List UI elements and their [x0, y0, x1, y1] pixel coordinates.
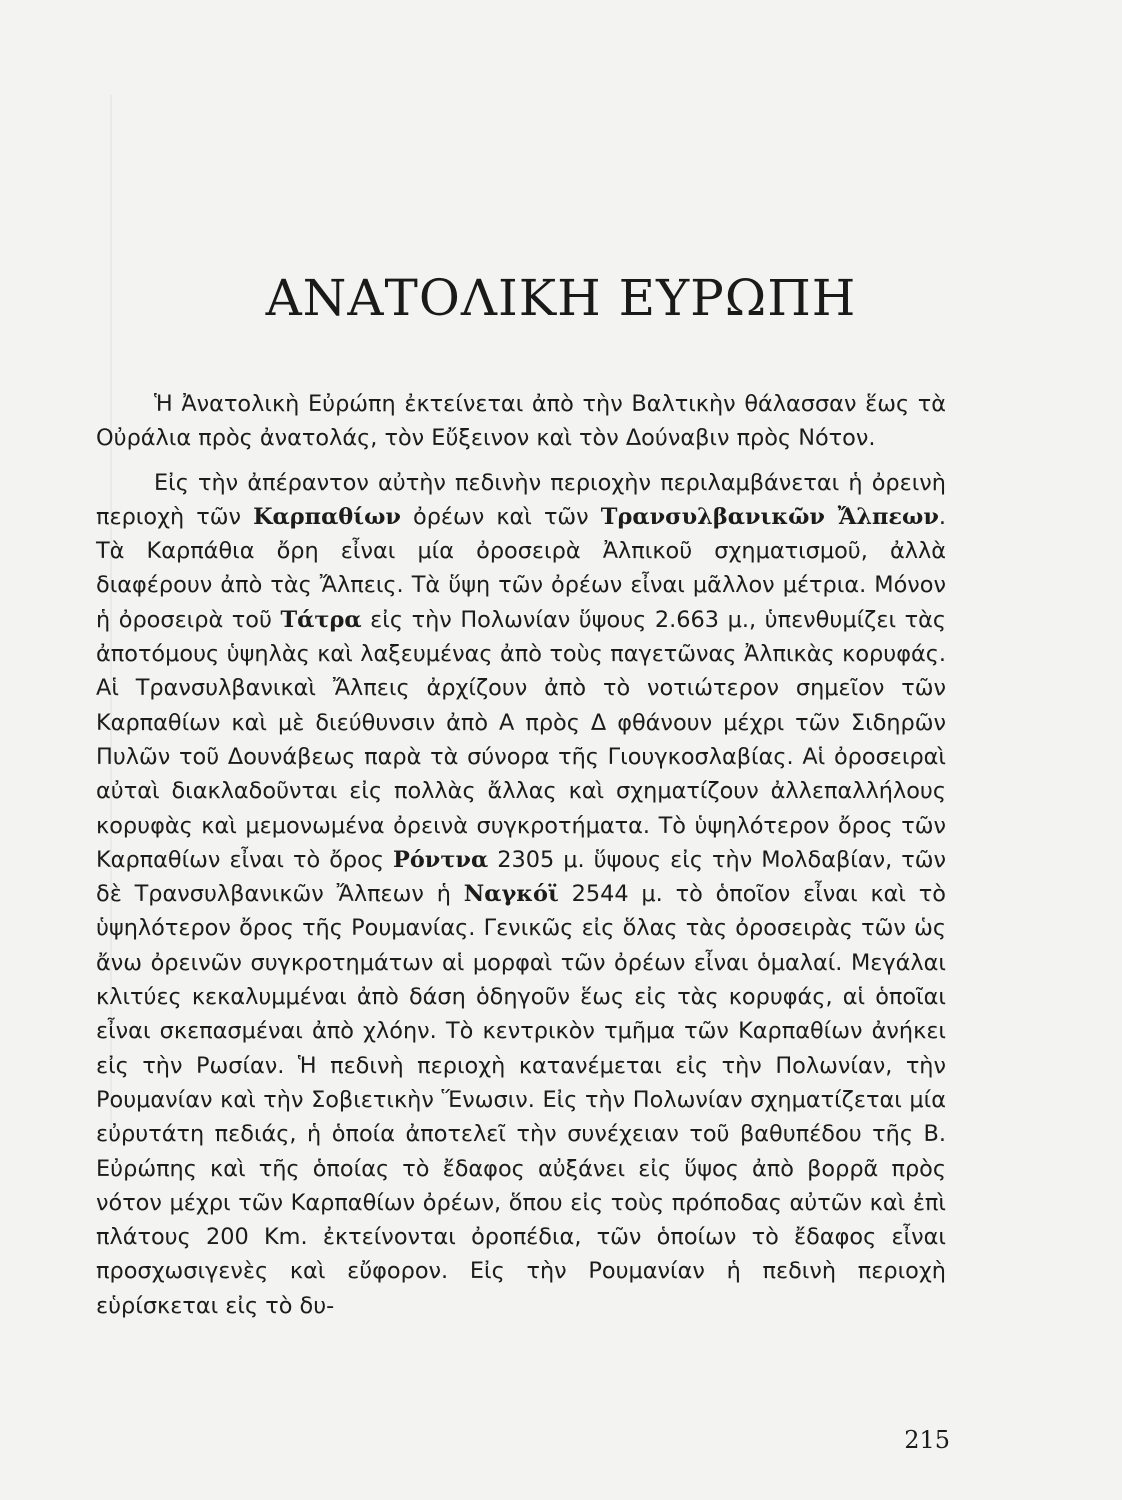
- paragraph: [96, 466, 946, 1323]
- text-segment: Ἡ Ἀνατολικὴ Εὐρώπη ἐκτείνεται ἀπὸ τὴν Βαλτικὴν θάλασσαν ἕως τὰ Οὐράλια πρὸς ἀνατολάς, τὸν Εὔξεινον καὶ τὸν Δούναβιν πρὸς Νότον.: [96, 391, 946, 452]
- bold-term: Τρανσυλβανικῶν Ἄλπεων: [600, 503, 939, 530]
- page-number: 215: [904, 1426, 950, 1454]
- page-title: ΑΝΑΤΟΛΙΚΗ ΕΥΡΩΠΗ: [265, 269, 857, 327]
- bold-term: Ναγκόϊ: [463, 881, 559, 908]
- bold-term: Ρόντνα: [393, 846, 489, 873]
- text-segment: 2544 μ. τὸ ὁποῖον εἶναι καὶ τὸ ὑψηλότερον ὄρος τῆς Ρουμανίας. Γενικῶς εἰς ὅλας τὰς ὀροσειρὰς τῶν ὡς ἄνω ὀρεινῶν συγκροτημάτων αἱ μορφαὶ τῶν ὀρέων εἶναι ὁμαλαί. Μεγάλαι κλιτύες κεκαλυμμέναι ἀπὸ δάση ὁδηγοῦν ἕως εἰς τὰς κορυφάς, αἱ ὁποῖαι εἶναι σκεπασμέναι ἀπὸ χλόην. Τὸ κεντρικὸν τμῆμα τῶν Καρπαθίων ἀνήκει εἰς τὴν Ρωσίαν. Ἡ πεδινὴ περιοχὴ κατανέμεται εἰς τὴν Πολωνίαν, τὴν Ρουμανίαν καὶ τὴν Σοβιετικὴν Ἕνωσιν. Εἰς τὴν Πολωνίαν σχηματίζεται μία εὐρυτάτη πεδιάς, ἡ ὁποία ἀποτελεῖ τὴν συνέχειαν τοῦ βαθυπέδου τῆς Β. Εὐρώπης καὶ τῆς ὁποίας τὸ ἔδαφος αὐξάνει εἰς ὕψος ἀπὸ βορρᾶ πρὸς νότον μέχρι τῶν Καρπαθίων ὀρέων, ὅπου εἰς τοὺς πρόποδας αὐτῶν καὶ ἐπὶ πλάτους 200 Km. ἐκτείνονται ὀροπέδια, τῶν ὁποίων τὸ ἔδαφος εἶναι προσχωσιγενὲς καὶ εὔφορον. Εἰς τὴν Ρουμανίαν ἡ πεδινὴ περιοχὴ εὑρίσκεται εἰς τὸ δυ-: [96, 881, 946, 1319]
- bold-term: Καρπαθίων: [253, 503, 401, 530]
- bold-term: Τάτρα: [280, 606, 362, 633]
- text-segment: . Τὰ Καρπάθια ὄρη εἶναι μία ὀροσειρὰ Ἀλπικοῦ σχηματισμοῦ, ἀλλὰ διαφέρουν ἀπὸ τὰς Ἄλπεις. Τὰ ὕψη τῶν ὀρέων εἶναι μᾶλλον μέτρια. Μόνον ἡ ὀροσειρὰ τοῦ: [96, 503, 947, 633]
- text-segment: 2305 μ. ὕψους εἰς τὴν Μολδαβίαν, τῶν δὲ Τρανσυλβανικῶν Ἄλπεων ἡ: [96, 846, 946, 908]
- paragraph: [96, 387, 946, 456]
- text-segment: εἰς τὴν Πολωνίαν ὕψους 2.663 μ., ὑπενθυμίζει τὰς ἀποτόμους ὑψηλὰς καὶ λαξευμένας ἀπὸ τοὺς παγετῶνας Ἀλπικὰς κορυφάς. Αἱ Τρανσυλβανικαὶ Ἄλπεις ἀρχίζουν ἀπὸ τὸ νοτιώτερον σημεῖον τῶν Καρπαθίων καὶ μὲ διεύθυνσιν ἀπὸ Α πρὸς Δ φθάνουν μέχρι τῶν Σιδηρῶν Πυλῶν τοῦ Δουνάβεως παρὰ τὰ σύνορα τῆς Γιουγκοσλαβίας. Αἱ ὀροσειραὶ αὐταὶ διακλαδοῦνται εἰς πολλὰς ἄλλας καὶ σχηματίζουν ἀλλεπαλλήλους κορυφὰς καὶ μεμονωμένα ὀρεινὰ συγκροτήματα. Τὸ ὑψηλότερον ὄρος τῶν Καρπαθίων εἶναι τὸ ὄρος: [96, 606, 946, 873]
- text-segment: ὀρέων καὶ τῶν: [400, 503, 601, 530]
- body-text: [96, 387, 946, 1323]
- text-segment: Εἰς τὴν ἀπέραντον αὐτὴν πεδινὴν περιοχὴν περιλαμβάνεται ἡ ὀρεινὴ περιοχὴ τῶν: [96, 469, 946, 530]
